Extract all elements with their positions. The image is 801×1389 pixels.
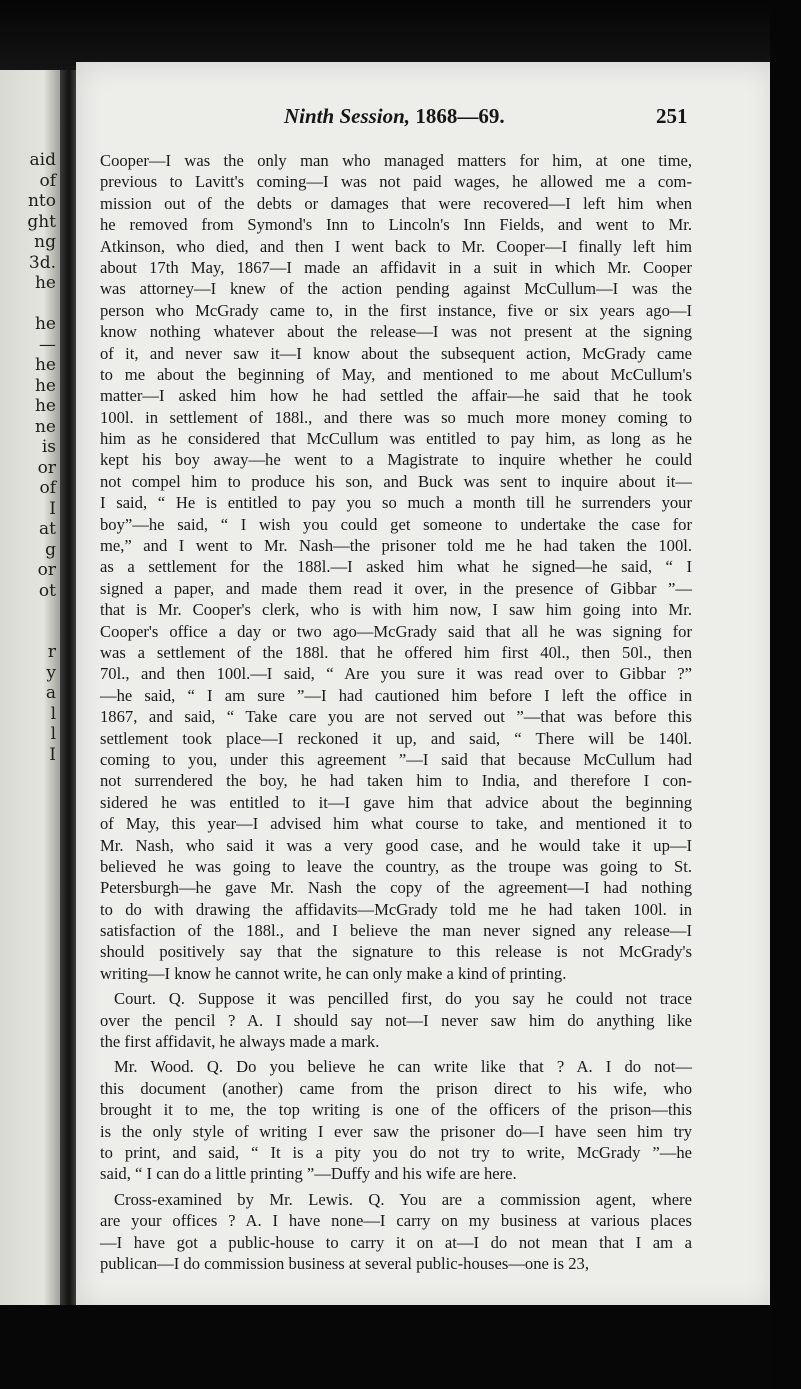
facing-page-fragment: he: [34, 375, 56, 396]
text-line: writing—I know he cannot write, he can only make a kind of printing.: [100, 963, 567, 983]
text-line: to print, and said, “ It is a pity you do not try to write, McGrady ”—he: [100, 1142, 692, 1162]
text-line: me,” and I went to Mr. Nash—the prisoner told me he had taken the 100l.: [100, 536, 692, 556]
text-line: I said, “ He is entitled to pay you so much a month till he surrenders your: [100, 493, 692, 513]
facing-page-fragment: ot: [38, 580, 56, 601]
text-line: to me about the beginning of May, and mentioned to me about McCullum's: [100, 364, 692, 384]
text-line: said, “ I can do a little printing ”—Duffy and his wife are here.: [100, 1164, 517, 1184]
text-line: coming to you, under this agreement ”—I said that because McCullum had: [100, 749, 692, 769]
text-line: 100l. in settlement of 188l., and there was so much more money coming to: [100, 407, 692, 427]
facing-page-fragment: he: [34, 314, 56, 334]
facing-page-fragment: or: [37, 560, 56, 580]
testimony-paragraph: [100, 150, 692, 984]
text-line: know nothing whatever about the release—I was not present at the signing: [100, 322, 692, 342]
facing-page-text-fragments: [27, 150, 56, 765]
facing-page-fragment: he: [34, 273, 56, 293]
facing-page-fragment: 3d.: [28, 252, 56, 273]
text-line: this document (another) came from the prison direct to his wife, who: [100, 1078, 692, 1098]
book-page: [76, 62, 776, 1310]
text-line: is the only style of writing I ever saw the prisoner do—I have seen him try: [100, 1121, 692, 1141]
text-line: not compel him to produce his son, and Buck was sent to inquire about it—: [100, 471, 692, 491]
text-line: should positively say that the signature to this release is not McGrady's: [100, 942, 692, 962]
text-line: Cooper's office a day or two ago—McGrady said that all he was signing for: [100, 621, 692, 641]
text-line: Cooper—I was the only man who managed matters for him, at one time,: [100, 151, 692, 170]
facing-page-fragment: l: [50, 703, 56, 724]
text-line: was a settlement of the 188l. that he offered him first 40l., then 50l., then: [100, 642, 692, 662]
page-number: 251: [656, 104, 688, 128]
facing-page-fragment: at: [39, 519, 56, 539]
body-text: [100, 150, 692, 1274]
facing-page-fragment: he: [34, 355, 56, 375]
facing-page-fragment: ng: [34, 232, 56, 252]
text-line: the first affidavit, he always made a mark.: [100, 1032, 380, 1052]
text-line: not surrendered the boy, he had taken him to India, and therefore I con-: [100, 771, 692, 791]
text-line: settlement took place—I reckoned it up, and said, “ There will be 140l.: [100, 728, 692, 748]
text-line: believed he was going to leave the country, as the troupe was going to St.: [100, 856, 692, 876]
court-paragraph: [100, 988, 692, 1052]
facing-page-fragment: r: [47, 642, 56, 662]
text-line: —I have got a public-house to carry it on at—I do not mean that I am a: [100, 1232, 692, 1252]
facing-page-fragment: a: [45, 683, 56, 703]
text-line: Petersburgh—he gave Mr. Nash the copy of the agreement—I had nothing: [100, 878, 692, 898]
text-line: person who McGrady came to, in the first instance, five or six years ago—I: [100, 300, 692, 320]
facing-page-fragment: l: [50, 724, 56, 744]
text-line: of May, this year—I advised him what course to take, and mentioned it to: [100, 814, 692, 834]
text-line: —he said, “ I am sure ”—I had cautioned him before I left the office in: [100, 685, 692, 705]
text-line: Court. Q. Suppose it was pencilled first, do you say he could not trace: [114, 989, 692, 1009]
facing-page-fragment: nto: [27, 191, 56, 211]
text-line: brought it to me, the top writing is one of the officers of the prison—this: [100, 1100, 692, 1120]
text-line: sidered he was entitled to it—I gave him that advice about the beginning: [100, 792, 692, 812]
text-line: satisfaction of the 188l., and I believe the man never signed any release—I: [100, 921, 692, 941]
text-line: Mr. Wood. Q. Do you believe he can write like that ? A. I do not—: [114, 1057, 692, 1077]
text-line: previous to Lavitt's coming—I was not paid wages, he allowed me a com-: [100, 172, 692, 192]
text-line: publican—I do commission business at several public-houses—one is 23,: [100, 1253, 589, 1273]
text-line: Mr. Nash, who said it was a very good case, and he would take it up—I: [100, 835, 692, 855]
text-line: Atkinson, who died, and then I went back to Mr. Cooper—I finally left him: [100, 236, 692, 256]
text-line: was attorney—I knew of the action pending against McCullum—I was the: [100, 279, 692, 299]
text-line: 1867, and said, “ Take care you are not served out ”—that was before this: [100, 707, 692, 727]
facing-page-fragment: I: [49, 498, 56, 519]
mr-wood-paragraph: [100, 1056, 692, 1184]
text-line: of it, and never saw it—I know about the subsequent action, McGrady came: [100, 343, 692, 363]
running-title: [284, 104, 505, 129]
facing-page-fragment: [27, 622, 56, 643]
cross-examination-paragraph: [100, 1189, 692, 1275]
text-line: him as he considered that McCullum was entitled to pay him, as long as he: [100, 429, 692, 449]
facing-page-fragment: I: [49, 744, 56, 765]
scan-right-border: [770, 0, 801, 1389]
facing-page-fragment: of: [39, 170, 56, 191]
scan-bottom-border: [0, 1305, 801, 1389]
text-line: mission out of the debts or damages that were recovered—I left him when: [100, 193, 692, 213]
text-line: he removed from Symond's Inn to Lincoln's Inn Fields, and went to Mr.: [100, 215, 692, 235]
text-line: about 17th May, 1867—I made an affidavit in a suit in which Mr. Cooper: [100, 257, 692, 277]
text-line: over the pencil ? A. I should say not—I never saw him do anything like: [100, 1010, 692, 1030]
facing-page-fragment: y: [46, 662, 56, 683]
text-line: Cross-examined by Mr. Lewis. Q. You are a commission agent, where: [114, 1189, 692, 1209]
facing-page-fragment: aid: [29, 150, 56, 170]
text-line: as a settlement for the 188l.—I asked him what he signed—he said, “ I: [100, 557, 692, 577]
facing-page-fragment: ght: [27, 211, 56, 232]
facing-page-fragment: —: [39, 334, 56, 355]
text-line: boy”—he said, “ I wish you could get someone to undertake the case for: [100, 514, 692, 534]
text-line: signed a paper, and made them read it over, in the presence of Gibbar ”—: [100, 578, 692, 598]
facing-page-edge: [0, 70, 62, 1310]
text-line: to do with drawing the affidavits—McGrady told me he had taken 100l. in: [100, 899, 692, 919]
text-line: are your offices ? A. I have none—I carry on my business at various places: [100, 1211, 692, 1231]
facing-page-fragment: g: [45, 539, 56, 560]
text-line: kept his boy away—he went to a Magistrate to inquire whether he could: [100, 450, 692, 470]
facing-page-fragment: is: [41, 437, 56, 457]
running-title-years: 1868—69.: [415, 104, 505, 128]
text-line: that is Mr. Cooper's clerk, who is with him now, I saw him going into Mr.: [100, 600, 692, 620]
facing-page-fragment: or: [37, 457, 56, 478]
text-line: matter—I asked him how he had settled the affair—he said that he took: [100, 386, 692, 406]
text-line: 70l., and then 100l.—I said, “ Are you sure it was read over to Gibbar ?”: [100, 664, 692, 684]
facing-page-fragment: [27, 601, 56, 622]
facing-page-fragment: of: [39, 478, 56, 498]
running-title-italic: Ninth Session,: [284, 104, 411, 128]
facing-page-fragment: ne: [34, 416, 56, 437]
facing-page-fragment: he: [34, 396, 56, 416]
facing-page-fragment: [27, 294, 56, 315]
